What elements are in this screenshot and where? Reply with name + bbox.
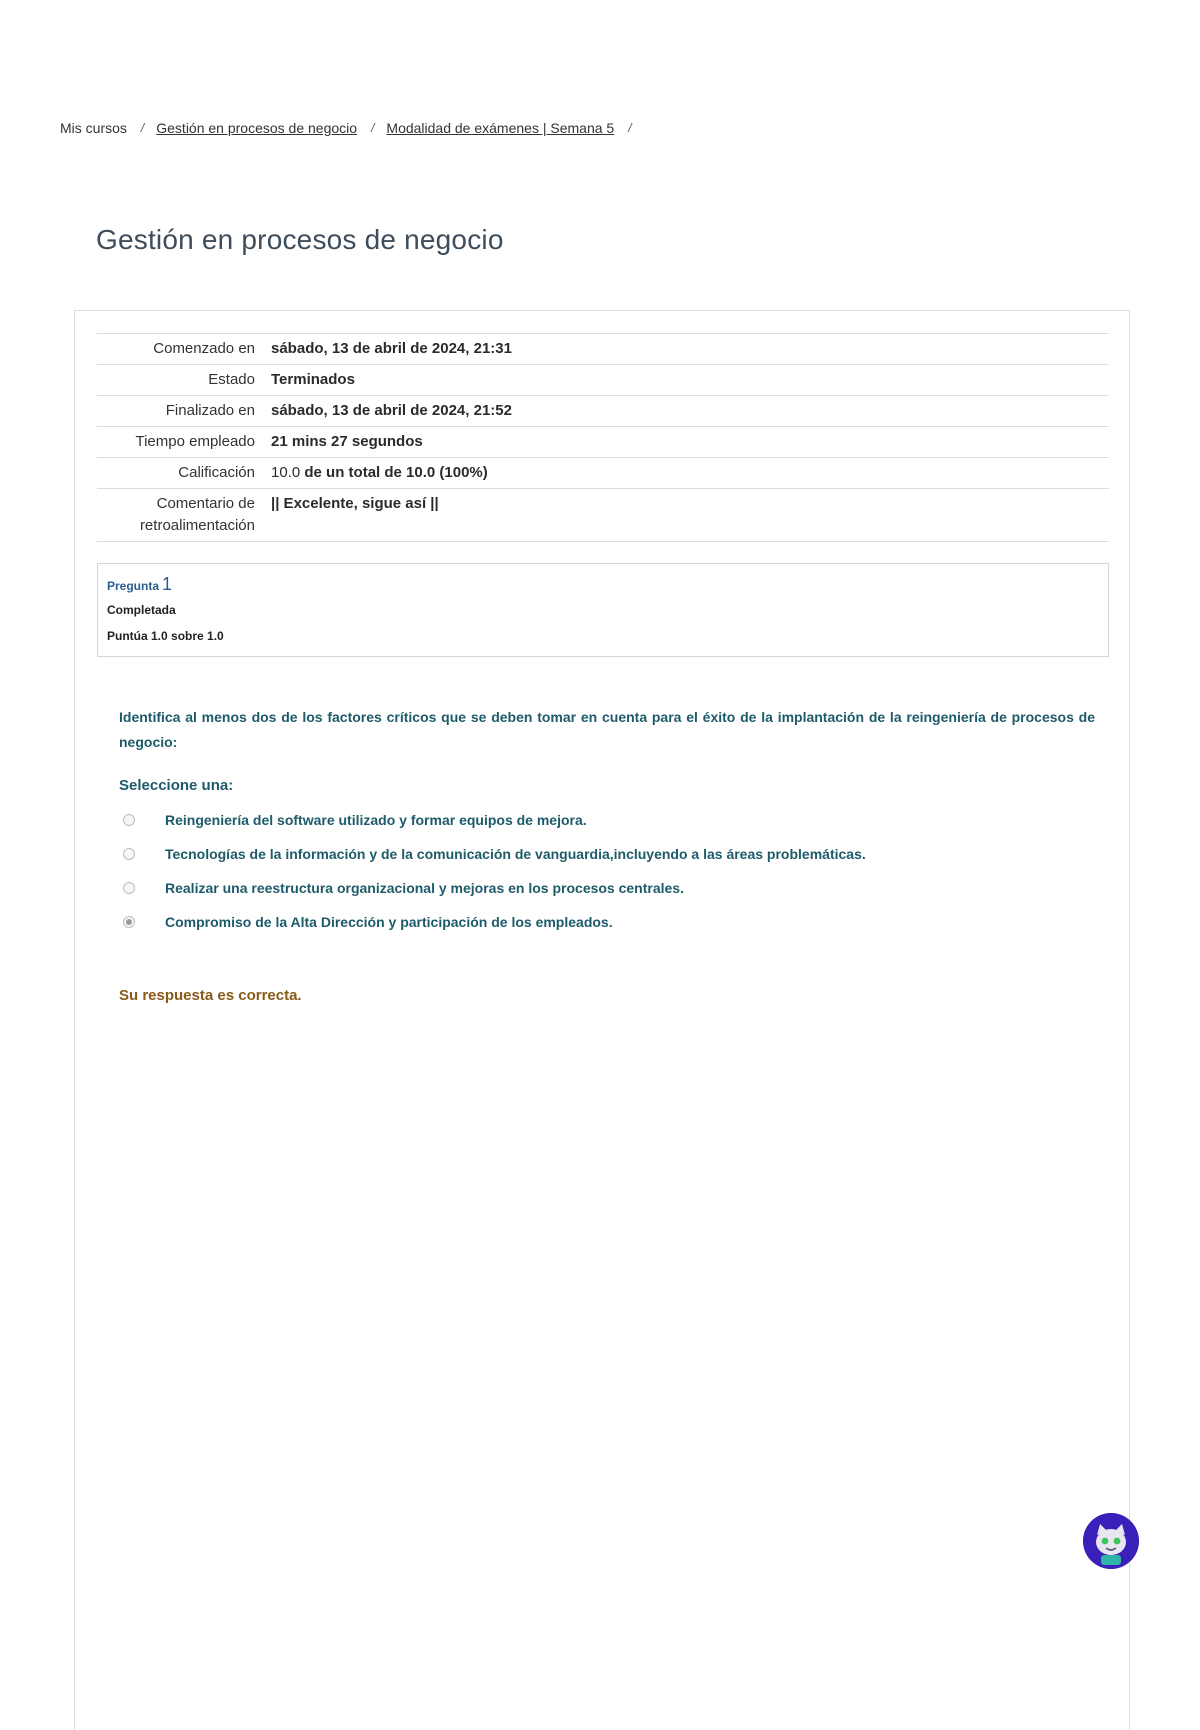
summary-row-feedback	[97, 489, 1109, 542]
answer-feedback: Su respuesta es correcta.	[119, 987, 302, 1004]
answer-options	[123, 803, 866, 939]
question-text: Identifica al menos dos de los factores críticos que se deben tomar en cuenta para el éxito de la implantación de la reingeniería de procesos de negocio:	[119, 709, 1095, 750]
summary-label: Estado	[208, 371, 255, 388]
attempt-summary-table	[97, 333, 1109, 542]
question-state: Completada	[107, 603, 176, 617]
summary-label: Tiempo empleado	[135, 433, 255, 450]
question-number: 1	[162, 574, 173, 594]
summary-value: sábado, 13 de abril de 2024, 21:31	[271, 340, 512, 357]
page-title: Gestión en procesos de negocio	[96, 224, 504, 255]
summary-row-finished	[97, 396, 1109, 427]
answer-option[interactable]	[123, 905, 866, 939]
answer-option[interactable]	[123, 803, 866, 837]
summary-value: 21 mins 27 segundos	[271, 433, 423, 450]
answer-option[interactable]	[123, 837, 866, 871]
answer-option-label: Compromiso de la Alta Dirección y participación de los empleados.	[165, 914, 613, 930]
breadcrumb-separator: /	[371, 121, 375, 135]
answer-option-label: Tecnologías de la información y de la comunicación de vanguardia,incluyendo a las áreas problemáticas.	[165, 846, 866, 862]
summary-label: Calificación	[178, 464, 255, 481]
assistant-avatar-icon[interactable]	[1083, 1513, 1139, 1569]
breadcrumb-separator: /	[140, 121, 145, 135]
summary-label: Comentario de retroalimentación	[139, 495, 255, 534]
summary-value	[265, 458, 1109, 489]
summary-value: sábado, 13 de abril de 2024, 21:52	[271, 402, 512, 419]
answer-option-label: Realizar una reestructura organizacional y mejoras en los procesos centrales.	[165, 880, 684, 896]
answer-option[interactable]	[123, 871, 866, 905]
summary-row-time	[97, 427, 1109, 458]
radio-button[interactable]	[123, 814, 135, 826]
summary-value: || Excelente, sigue así ||	[271, 495, 439, 512]
breadcrumb-exam-link[interactable]: Modalidad de exámenes | Semana 5	[386, 120, 615, 136]
summary-row-grade	[97, 458, 1109, 489]
answer-option-label: Reingeniería del software utilizado y formar equipos de mejora.	[165, 812, 587, 828]
radio-button[interactable]	[123, 848, 135, 860]
grade-score: 10.0	[271, 464, 301, 481]
summary-label: Finalizado en	[165, 402, 255, 419]
question-label: Pregunta	[107, 579, 160, 593]
breadcrumb	[60, 120, 644, 136]
summary-row-state	[97, 365, 1109, 396]
answer-prompt: Seleccione una:	[119, 777, 234, 794]
breadcrumb-course-link[interactable]: Gestión en procesos de negocio	[156, 120, 358, 136]
quiz-review-card	[74, 310, 1130, 1730]
question-info-box	[97, 563, 1109, 657]
question-title	[107, 574, 1099, 595]
grade-total: de un total de 10.0 (100%)	[304, 464, 488, 481]
radio-button-selected[interactable]	[123, 916, 135, 928]
summary-label: Comenzado en	[153, 340, 255, 357]
summary-value: Terminados	[271, 371, 355, 388]
radio-button[interactable]	[123, 882, 135, 894]
breadcrumb-my-courses[interactable]: Mis cursos	[60, 120, 127, 136]
breadcrumb-separator: /	[628, 121, 632, 135]
question-grade: Puntúa 1.0 sobre 1.0	[107, 629, 224, 643]
summary-row-started	[97, 334, 1109, 365]
